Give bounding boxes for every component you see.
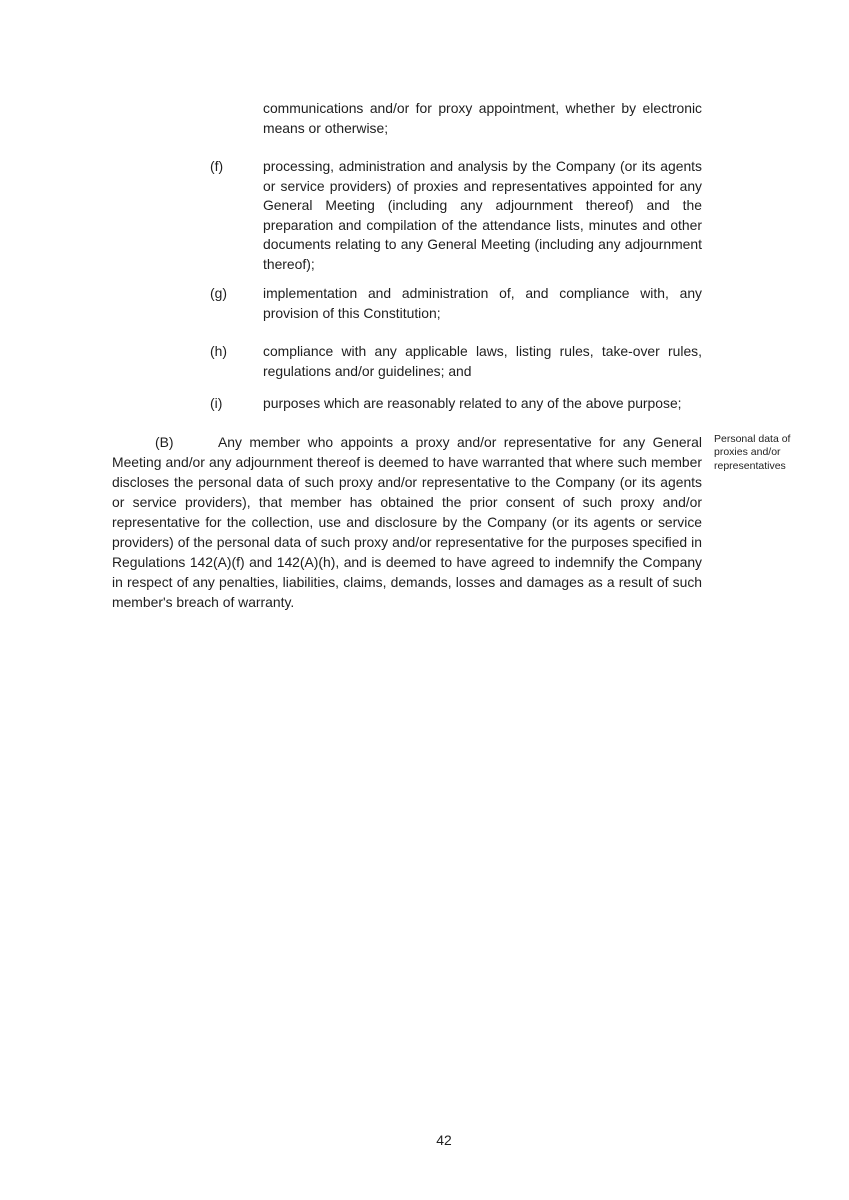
list-item-f-label: (f) [210, 158, 224, 174]
page-number: 42 [436, 1132, 452, 1148]
list-item-f [210, 157, 702, 274]
list-item-h-label: (h) [210, 343, 227, 359]
list-item-h-text: compliance with any applicable laws, listing rules, take-over rules, regulations and/or guidelines; and [263, 343, 702, 379]
list-item-i [210, 394, 702, 414]
paragraph-b [112, 432, 702, 612]
list-item-g-text: implementation and administration of, and compliance with, any provision of this Constitution; [263, 285, 702, 321]
list-item-g [210, 284, 702, 323]
list-item-h [210, 342, 702, 381]
list-item-i-text: purposes which are reasonably related to any of the above purpose; [263, 395, 682, 411]
paragraph-b-text: Any member who appoints a proxy and/or representative for any General Meeting and/or any adjournment thereof is deemed to have warranted that where such member discloses the personal data of such proxy and/or representative to the Company (or its agents or service providers), that member has obtained the prior consent of such proxy and/or representative for the collection, use and disclosure by the Company (or its agents or service providers) of the personal data of such proxy and/or representative for the purposes specified in Regulations 142(A)(f) and 142(A)(h), and is deemed to have agreed to indemnify the Company in respect of any penalties, liabilities, claims, demands, losses and damages as a result of such member's breach of warranty. [112, 434, 702, 610]
list-item-g-label: (g) [210, 285, 227, 301]
list-intro-continuation: communications and/or for proxy appointment, whether by electronic means or otherwise; [263, 100, 702, 136]
paragraph-b-label: (B) [155, 434, 174, 450]
list-item-f-text: processing, administration and analysis by the Company (or its agents or service providers) of proxies and representatives appointed for any General Meeting (including any adjournment thereof) and the preparation and compilation of the attendance lists, minutes and other documents relating to any General Meeting (including any adjournment thereof); [263, 158, 702, 272]
list-item-i-label: (i) [210, 395, 223, 411]
margin-note: Personal data of proxies and/or representatives [714, 433, 791, 472]
